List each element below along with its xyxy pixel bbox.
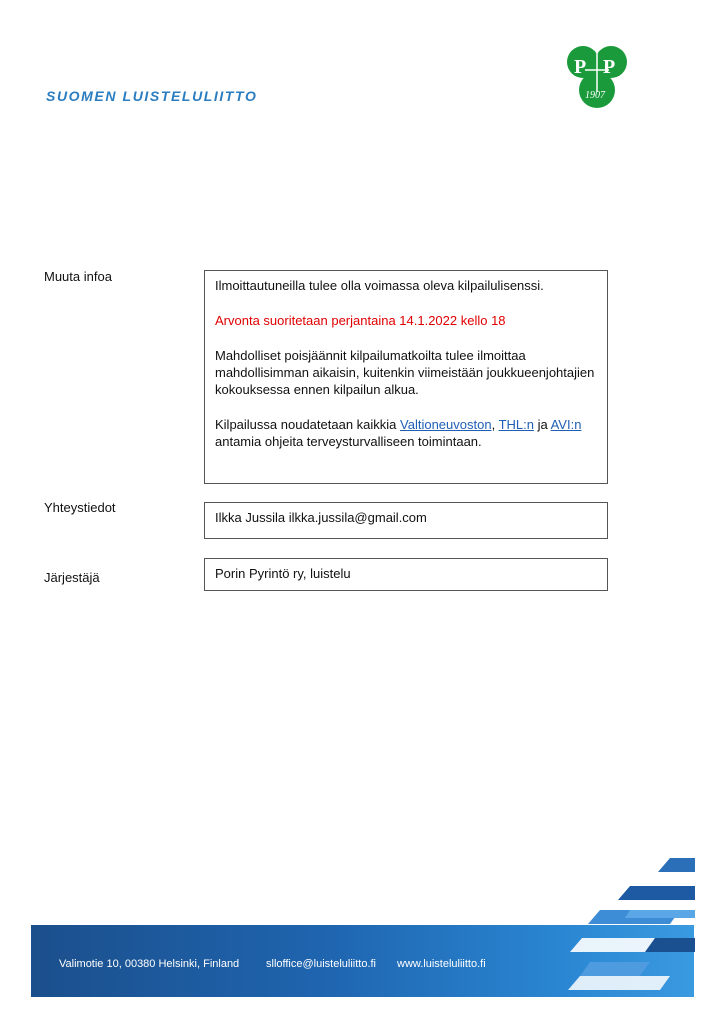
guidelines-suffix: antamia ohjeita terveysturvalliseen toimintaan.: [215, 434, 482, 449]
footer-website: www.luisteluliitto.fi: [397, 958, 486, 970]
yhteystiedot-label: Yhteystiedot: [44, 500, 116, 515]
jarjestaja-label: Järjestäjä: [44, 570, 100, 585]
withdrawal-notice-text: Mahdolliset poisjäännit kilpailumatkoilta tulee ilmoittaa mahdollisimman aikaisin, kuitenkin viimeistään joukkueenjohtajien kokouksessa ennen kilpailun alkua.: [215, 348, 595, 397]
organization-name: SUOMEN LUISTELULIITTO: [46, 88, 258, 104]
svg-text:P: P: [603, 56, 616, 78]
svg-text:1907: 1907: [585, 90, 605, 101]
draw-date-text: Arvonta suoritetaan perjantaina 14.1.2022 kello 18: [215, 313, 506, 328]
guidelines-prefix: Kilpailussa noudatetaan kaikkia: [215, 417, 401, 432]
muuta-infoa-box: [204, 270, 608, 484]
yhteystiedot-box: [204, 502, 608, 539]
organizer-text: Porin Pyrintö ry, luistelu: [215, 566, 351, 581]
thl-link[interactable]: THL:n: [498, 417, 534, 432]
decorative-stripes-icon: [560, 858, 700, 998]
license-requirement-text: Ilmoittautuneilla tulee olla voimassa oleva kilpailulisenssi.: [215, 278, 544, 293]
health-guidelines-text: [215, 416, 597, 450]
svg-text:P: P: [574, 56, 587, 78]
jarjestaja-box: [204, 558, 608, 591]
contact-info-text: Ilkka Jussila ilkka.jussila@gmail.com: [215, 510, 427, 525]
muuta-infoa-label: Muuta infoa: [44, 269, 112, 284]
separator-and: ja: [533, 417, 551, 432]
separator-comma: ,: [491, 417, 499, 432]
footer-address: Valimotie 10, 00380 Helsinki, Finland: [59, 958, 240, 970]
valtioneuvosto-link[interactable]: Valtioneuvoston: [400, 417, 492, 432]
avi-link[interactable]: AVI:n: [550, 417, 582, 432]
footer-email: slloffice@luisteluliitto.fi: [266, 958, 377, 970]
pp-clover-logo-icon: [563, 40, 631, 110]
